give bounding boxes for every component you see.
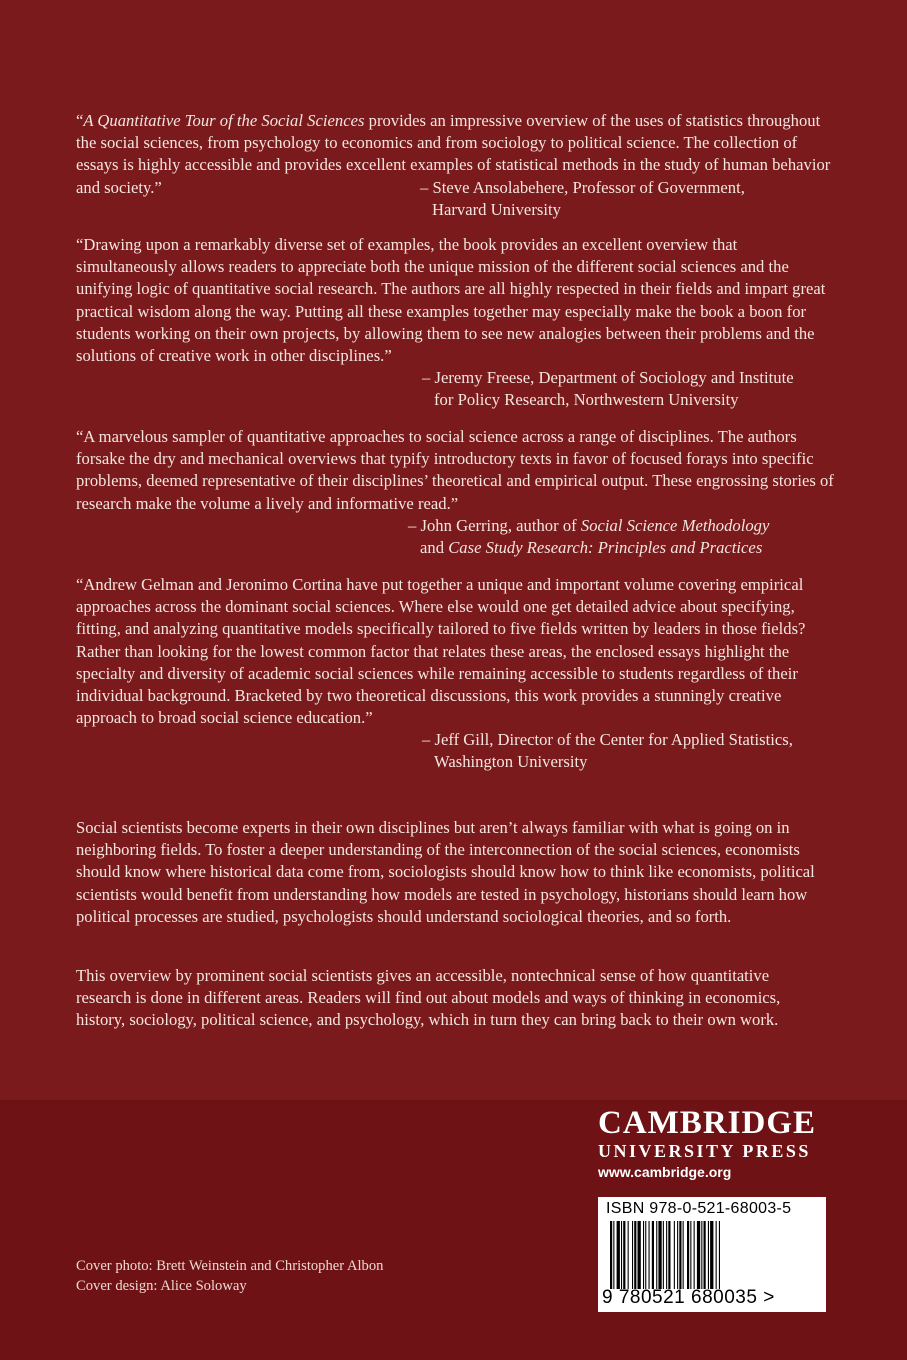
barcode-bar: [704, 1221, 706, 1289]
barcode-bar: [643, 1221, 644, 1289]
isbn-barcode: [598, 1197, 826, 1312]
publisher-subtitle: UNIVERSITY PRESS: [598, 1141, 811, 1161]
isbn-label: ISBN 978-0-521-68003-5: [606, 1200, 792, 1217]
quote-text: “A Quantitative Tour of the Social Sciences provides an impressive overview of the uses of statistics throughout the social sciences, from psychology to economics and from sociology to political science. The collection of essays is highly accessible and provides excellent examples of statistical methods in the study of human behavior and society.”: [76, 111, 831, 197]
description-paragraph: This overview by prominent social scientists gives an accessible, nontechnical sense of how quantitative research is done in different areas. Readers will find out about models and ways of thinking in economics, history, sociology, political science, and psychology, which in turn they can bring back to their own work.: [76, 966, 781, 1030]
attribution-line: – Jeff Gill, Director of the Center for Applied Statistics,: [422, 730, 793, 749]
barcode-bar: [617, 1221, 620, 1289]
barcode-bar: [683, 1221, 684, 1289]
barcode-bar: [623, 1221, 625, 1289]
book-description: [76, 817, 828, 928]
barcode-bars: [610, 1221, 810, 1289]
description-paragraph: Social scientists become experts in their own disciplines but aren’t always familiar with what is going on in neighboring fields. To foster a deeper understanding of the interconnection of the social sciences, economists should know where historical data come from, sociologists should know how to think like economists, political scientists would benefit from understanding how models are tested in psychology, historians should learn how political processes are studied, psychologists should understand sociological theories, and so forth.: [76, 818, 815, 926]
barcode-bar: [656, 1221, 657, 1289]
attribution-line: Harvard University: [432, 200, 561, 220]
quote-text: “Drawing upon a remarkably diverse set of examples, the book provides an excellent overview that simultaneously allows readers to appreciate both the unique mission of the different social sciences and the unifying logic of quantitative social research. The authors are all highly respected in their fields and impart great practical wisdom along the way. Putting all these examples together may especially make the book a boon for students working on their own projects, by allowing them to see new analogies between their problems and the solutions of creative work in other disciplines.”: [76, 235, 826, 366]
review-attribution-1: [76, 177, 836, 221]
barcode-bar: [645, 1221, 646, 1289]
barcode-bar: [634, 1221, 636, 1289]
book-title: Social Science Methodology: [580, 516, 770, 535]
review-attribution-3: [76, 515, 836, 559]
barcode-bar: [652, 1221, 654, 1289]
publisher-url: www.cambridge.org: [598, 1164, 732, 1180]
barcode-bar: [632, 1221, 633, 1289]
barcode-bar: [649, 1221, 650, 1289]
barcode-bar: [716, 1221, 717, 1289]
barcode-bar: [638, 1221, 641, 1289]
publisher-logo: [598, 1105, 828, 1183]
publisher-name: CAMBRIDGE: [598, 1105, 817, 1141]
barcode-bar: [719, 1221, 720, 1289]
cover-credits: [76, 1256, 383, 1296]
book-title: Case Study Research: Principles and Practices: [448, 538, 763, 558]
barcode-bar: [663, 1221, 664, 1289]
barcode-bar: [677, 1221, 678, 1289]
review-quote-2: [76, 234, 836, 367]
barcode-bar: [628, 1221, 629, 1289]
barcode-bar: [710, 1221, 713, 1289]
barcode-bar: [690, 1221, 691, 1289]
barcode-bar: [610, 1221, 612, 1289]
barcode-bar: [666, 1221, 667, 1289]
barcode-bar: [697, 1221, 700, 1289]
attribution-line: – Steve Ansolabehere, Professor of Government,: [420, 178, 745, 197]
book-title: A Quantitative Tour of the Social Sciences: [83, 111, 365, 130]
barcode-bar: [658, 1221, 661, 1289]
cover-design-credit: Cover design: Alice Soloway: [76, 1278, 247, 1294]
barcode-bar: [687, 1221, 689, 1289]
quote-text: “A marvelous sampler of quantitative approaches to social science across a range of disciplines. The authors forsake the dry and mechanical overviews that typify introductory texts in favor of focused forays into specific problems, deemed representative of their disciplines’ theoretical and empirical output. These engrossing stories of research make the volume a lively and informative read.”: [76, 427, 834, 513]
cover-photo-credit: Cover photo: Brett Weinstein and Christopher Albon: [76, 1258, 384, 1274]
barcode-bar: [621, 1221, 622, 1289]
attribution-line: – John Gerring, author of: [408, 516, 581, 535]
attribution-line: – Jeremy Freese, Department of Sociology and Institute: [422, 368, 794, 387]
barcode-bar: [613, 1221, 614, 1289]
review-attribution-4: [76, 729, 836, 773]
barcode-bar: [701, 1221, 702, 1289]
book-description-2: [76, 965, 828, 1032]
review-quote-4: [76, 574, 836, 729]
attribution-line: for Policy Research, Northwestern University: [434, 390, 739, 410]
attribution-line: Washington University: [434, 752, 588, 772]
review-attribution-2: [76, 367, 836, 411]
barcode-bar: [708, 1221, 709, 1289]
barcode-bar: [694, 1221, 695, 1289]
barcode-bar: [668, 1221, 670, 1289]
barcode-digits: 9 780521 680035 >: [602, 1287, 775, 1308]
attribution-line: and: [420, 538, 449, 558]
barcode-bar: [679, 1221, 681, 1289]
review-quote-3: [76, 426, 836, 515]
quote-text: “Andrew Gelman and Jeronimo Cortina have put together a unique and important volume covering empirical approaches across the dominant social sciences. Where else would one get detailed advice about specifying, fitting, and analyzing quantitative models specifically tailored to five fields written by leaders in those fields? Rather than looking for the lowest common factor that relates these areas, the enclosed essays highlight the specialty and diversity of academic social sciences while remaining accessible to students regardless of their individual background. Bracketed by two theoretical discussions, this work provides a stunningly creative approach to broad social science education.”: [76, 575, 806, 728]
barcode-bar: [674, 1221, 675, 1289]
